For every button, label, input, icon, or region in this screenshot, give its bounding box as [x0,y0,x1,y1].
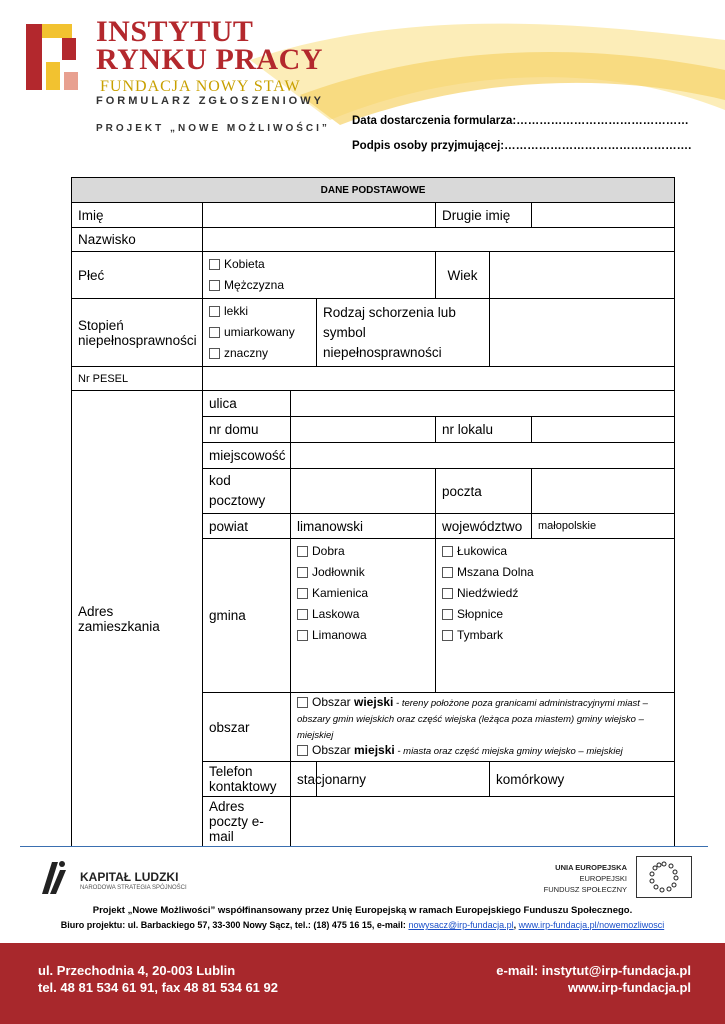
label-post-office: poczta [436,469,532,514]
checkbox-icon [442,588,453,599]
kapital-ludzki-title: KAPITAŁ LUDZKI [80,870,179,884]
checkbox-icon [209,259,220,270]
commune-option[interactable]: Laskowa [297,604,429,625]
eu-label-line2: EUROPEJSKI [579,874,627,883]
disability-options [203,299,317,367]
label-email: Adres poczty e-mail [203,797,291,847]
sex-options [203,252,436,299]
commune-option[interactable]: Łukowica [442,541,668,562]
eu-label-line1: UNIA EUROPEJSKA [555,863,627,872]
commune-option[interactable]: Limanowa [297,625,429,646]
checkbox-icon [297,745,308,756]
label-house-no: nr domu [203,417,291,443]
foundation-name: FUNDACJA NOWY STAW [100,78,301,95]
institute-name [96,15,323,76]
form-title: FORMULARZ ZGŁOSZENIOWY [96,95,324,107]
label-postcode: kod pocztowy [203,469,291,514]
disability-option-moderate[interactable]: umiarkowany [209,322,310,343]
checkbox-icon [297,546,308,557]
disability-option-severe[interactable]: znaczny [209,343,310,364]
label-sex: Płeć [72,252,203,299]
second-name-field[interactable] [532,203,675,228]
checkbox-icon [297,609,308,620]
label-landline: stacjonarny [291,762,317,797]
commune-option[interactable]: Słopnice [442,604,668,625]
label-disability: Stopień niepełnosprawności [72,299,203,367]
project-office: Biuro projektu: ul. Barbackiego 57, 33-300 Nowy Sącz, tel.: (18) 475 16 15, e-mail: nowysacz@irp-fundacja.pl, www.irp-fundacja.pl/nowemozliwosci [60,920,665,930]
footer-address [38,962,278,996]
label-street: ulica [203,391,291,417]
voivodeship-value: małopolskie [532,514,675,539]
kapital-ludzki-subtitle: NARODOWA STRATEGIA SPÓJNOŚCI [80,885,187,891]
label-surname: Nazwisko [72,228,203,252]
area-option-rural[interactable]: Obszar wiejski - tereny położone poza granicami administracyjnymi miast – obszary gmin wiejskich oraz część wiejska (leżąca poza miastem) gminy wiejsko – miejskiej [297,695,648,741]
label-disability-type: Rodzaj schorzenia lub symbol niepełnosprawności [317,299,490,367]
receiver-signature-line: Podpis osoby przyjmującej:…………………………………………. [352,140,692,152]
label-pesel: Nr PESEL [72,367,203,391]
checkbox-icon [297,630,308,641]
checkbox-icon [442,630,453,641]
email-field[interactable] [291,797,675,847]
label-age: Wiek [436,252,490,299]
age-field[interactable] [490,252,675,299]
label-voivodeship: województwo [436,514,532,539]
checkbox-icon [209,280,220,291]
postcode-field[interactable] [291,469,436,514]
footer-address-line2: tel. 48 81 534 61 91, fax 48 81 534 61 92 [38,980,278,995]
disability-option-light[interactable]: lekki [209,301,310,322]
label-flat-no: nr lokalu [436,417,532,443]
disability-type-field[interactable] [490,299,675,367]
footer-email: e-mail: instytut@irp-fundacja.pl [496,963,691,978]
surname-field[interactable] [203,228,675,252]
project-name: PROJEKT „NOWE MOŻLIWOŚCI” [96,123,330,134]
checkbox-icon [209,327,220,338]
flat-no-field[interactable] [532,417,675,443]
checkbox-icon [297,697,308,708]
city-field[interactable] [291,443,675,469]
area-option-urban[interactable]: Obszar miejski - miasta oraz część miejska gminy wiejsko – miejskiej [297,743,668,759]
commune-options-col2 [436,539,675,693]
checkbox-icon [297,588,308,599]
institute-name-line1: INSTYTUT [96,15,254,48]
eu-label-line3: FUNDUSZ SPOŁECZNY [543,885,627,894]
area-options [291,693,675,762]
label-address: Adres zamieszkania [72,391,203,847]
sex-option-female[interactable]: Kobieta [209,254,429,275]
footer-address-line1: ul. Przechodnia 4, 20-003 Lublin [38,963,236,978]
checkbox-icon [297,567,308,578]
label-first-name: Imię [72,203,203,228]
label-mobile: komórkowy [490,762,675,797]
commune-option[interactable]: Jodłownik [297,562,429,583]
checkbox-icon [209,306,220,317]
footer-divider [20,846,708,847]
cofinancing-note: Projekt „Nowe Możliwości” współfinansowany przez Unię Europejską w ramach Europejskiego Funduszu Społecznego. [92,905,633,916]
checkbox-icon [442,609,453,620]
section-title: DANE PODSTAWOWE [72,178,675,203]
label-area: obszar [203,693,291,762]
commune-option[interactable]: Mszana Dolna [442,562,668,583]
sex-option-male[interactable]: Mężczyzna [209,275,429,296]
institute-logo-icon [24,22,84,92]
delivery-date-line: Data dostarczenia formularza:……………………………………… [352,115,689,127]
label-county: powiat [203,514,291,539]
footer-website: www.irp-fundacja.pl [567,980,691,995]
checkbox-icon [442,567,453,578]
commune-options-col1 [291,539,436,693]
street-field[interactable] [291,391,675,417]
pesel-field[interactable] [203,367,675,391]
commune-option[interactable]: Tymbark [442,625,668,646]
county-value: limanowski [291,514,436,539]
registration-form-table [71,177,675,847]
first-name-field[interactable] [203,203,436,228]
eu-flag-icon [636,856,692,898]
label-phone: Telefon kontaktowy [203,762,291,797]
post-office-field[interactable] [532,469,675,514]
commune-option[interactable]: Niedźwiedź [442,583,668,604]
institute-name-line2: RYNKU PRACY [96,43,323,76]
label-city: miejscowość [203,443,291,469]
project-www-link[interactable]: www.irp-fundacja.pl/nowemozliwosci [518,920,665,930]
office-email-link[interactable]: nowysacz@irp-fundacja.pl [408,920,514,930]
kapital-ludzki-logo-icon [38,858,70,898]
footer-contacts [496,962,691,996]
label-commune: gmina [203,539,291,693]
house-no-field[interactable] [291,417,436,443]
commune-option[interactable]: Dobra [297,541,429,562]
eu-label [525,862,627,895]
label-second-name: Drugie imię [436,203,532,228]
commune-option[interactable]: Kamienica [297,583,429,604]
checkbox-icon [442,546,453,557]
checkbox-icon [209,348,220,359]
